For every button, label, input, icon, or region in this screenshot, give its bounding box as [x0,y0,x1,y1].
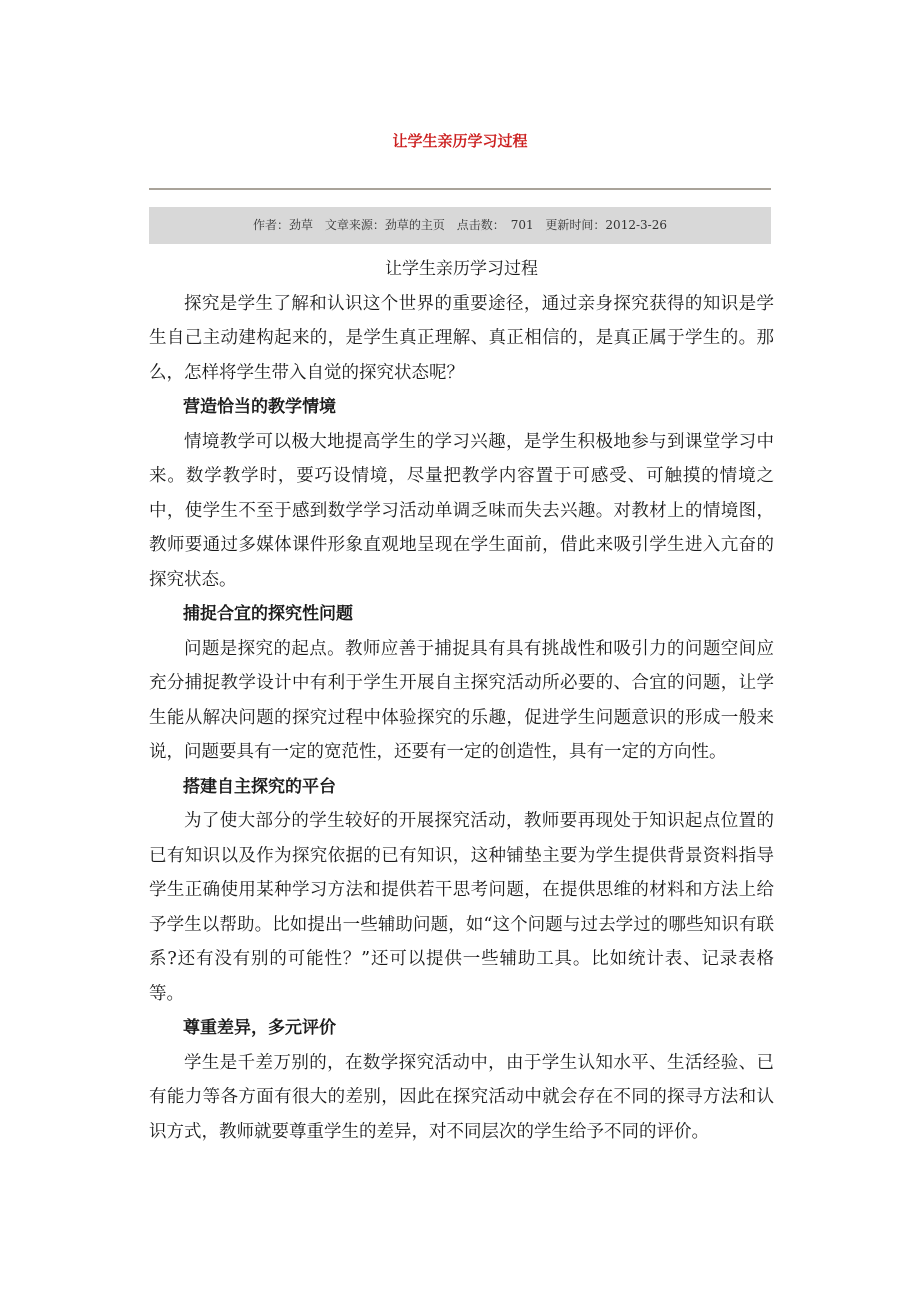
meta-updated: 更新时间：2012-3-26 [545,218,667,232]
section-heading-2: 捕捉合宜的探究性问题 [183,604,353,624]
meta-clicks: 点击数： 701 [456,218,534,232]
section-body-1: 情境教学可以极大地提高学生的学习兴趣，是学生积极地参与到课堂学习中来。数学教学时，要巧设情境，尽量把教学内容置于可感受、可触摸的情境之中，使学生不至于感到数学学习活动单调乏味而失去兴趣。对教材上的情境图，教师要通过多媒体课件形象直观地呈现在学生面前，借此来吸引学生进入亢奋的探究状态。 [149,431,774,590]
page-title: 让学生亲历学习过程 [392,132,528,150]
section-heading-4: 尊重差异，多元评价 [183,1018,336,1038]
article-intro: 探究是学生了解和认识这个世界的重要途径，通过亲身探究获得的知识是学生自己主动建构起来的，是学生真正理解、真正相信的，是真正属于学生的。那么，怎样将学生带入自觉的探究状态呢？ [149,293,774,383]
section-heading-3: 搭建自主探究的平台 [183,776,336,797]
section-body-4: 学生是千差万别的，在数学探究活动中，由于学生认知水平、生活经验、已有能力等各方面有很大的差别，因此在探究活动中就会存在不同的探寻方法和认识方式，教师就要尊重学生的差异，对不同层次的学生给予不同的评价。 [149,1052,774,1142]
meta-source: 文章来源：劲草的主页 [324,218,445,232]
section-heading-1: 营造恰当的教学情境 [183,397,336,417]
article-body [149,252,774,1149]
title-divider [149,188,771,190]
meta-author: 作者：劲草 [253,218,314,232]
article-title: 让学生亲历学习过程 [385,259,538,279]
section-body-3: 为了使大部分的学生较好的开展探究活动，教师要再现处于知识起点位置的已有知识以及作为探究依据的已有知识，这种铺垫主要为学生提供背景资料指导学生正确使用某种学习方法和提供若干思考问题，在提供思维的材料和方法上给予学生以帮助。比如提出一些辅助问题，如“这个问题与过去学过的哪些知识有联系?还有没有别的可能性？”还可以提供一些辅助工具。比如统计表、记录表格等。 [149,811,774,1004]
article-meta-bar [149,207,771,244]
section-body-2: 问题是探究的起点。教师应善于捕捉具有具有挑战性和吸引力的问题空间应充分捕捉教学设计中有利于学生开展自主探究活动所必要的、合宜的问题，让学生能从解决问题的探究过程中体验探究的乐趣，促进学生问题意识的形成一般来说，问题要具有一定的宽范性，还要有一定的创造性，具有一定的方向性。 [149,638,774,762]
